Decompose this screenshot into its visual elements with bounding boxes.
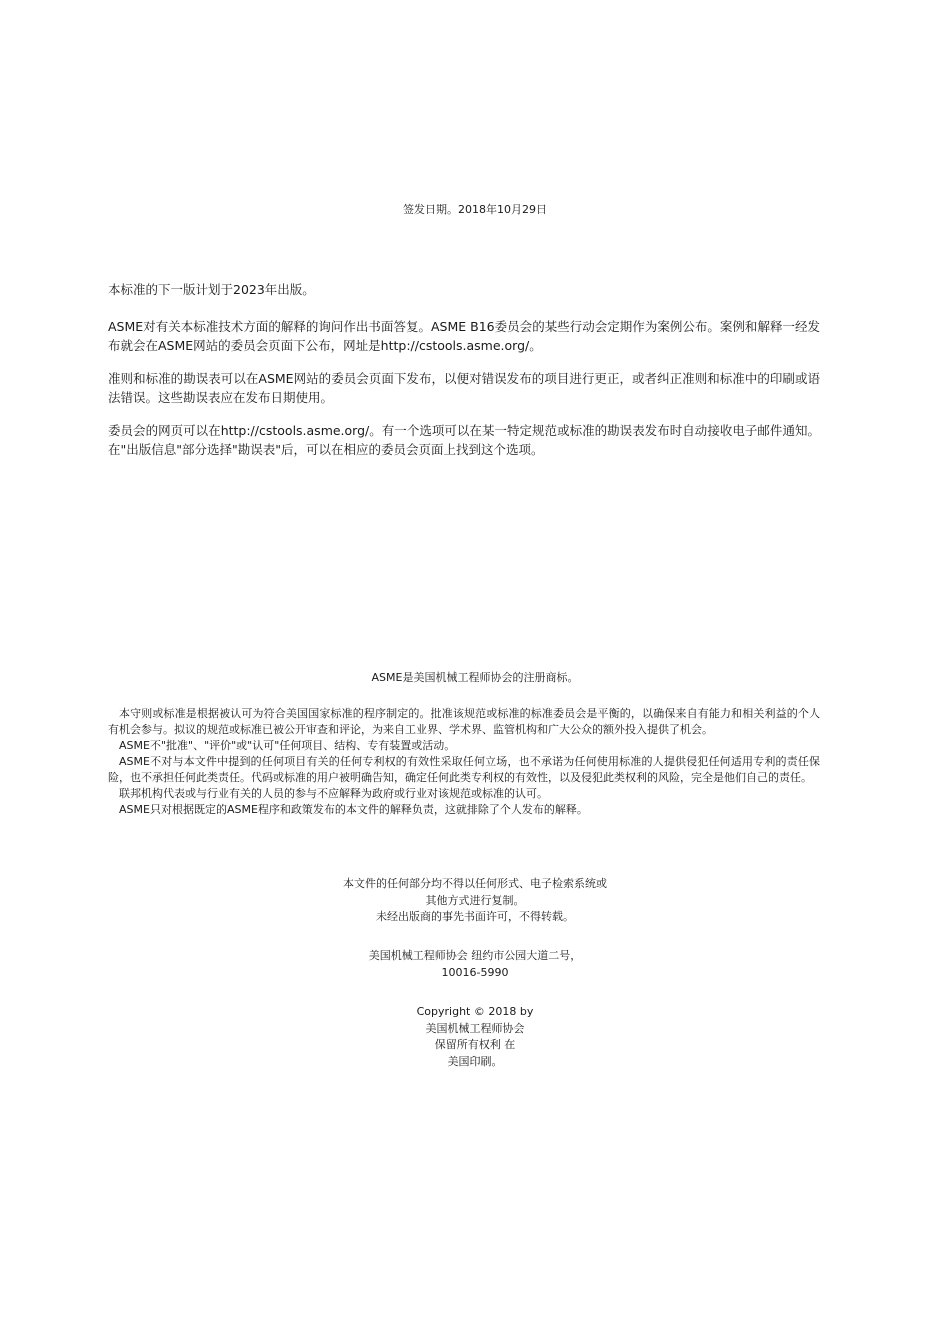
legal-notice-section (108, 706, 820, 818)
publication-info-section (108, 280, 820, 473)
issue-date: 签发日期。2018年10月29日 (403, 203, 547, 216)
interpretations-paragraph: ASME对有关本标准技术方面的解释的询问作出书面答复。ASME B16委员会的某些行动会定期作为案例公布。案例和解释一经发布就会在ASME网站的委员会页面下公布，网址是http://cstools.asme.org/。 (108, 319, 820, 353)
trademark-notice: ASME是美国机械工程师协会的注册商标。 (371, 671, 579, 684)
publisher-address (0, 948, 950, 981)
address-line: 10016-5990 (441, 965, 509, 979)
errata-paragraph: 准则和标准的勘误表可以在ASME网站的委员会页面下发布，以便对错误发布的项目进行更正，或者纠正准则和标准中的印刷或语法错误。这些勘误表应在发布日期使用。 (108, 371, 820, 405)
copyright-line: 美国机械工程师协会 (425, 1021, 525, 1035)
notice-paragraph: ASME只对根据既定的ASME程序和政策发布的本文件的解释负责，这就排除了个人发布的解释。 (119, 803, 588, 816)
reproduction-line: 其他方式进行复制。 (425, 893, 525, 907)
notice-paragraph: ASME不对与本文件中提到的任何项目有关的任何专利权的有效性采取任何立场，也不承诺为任何使用标准的人提供侵犯任何适用专利的责任保险，也不承担任何此类责任。代码或标准的用户被明确告知，确定任何此类专利权的有效性，以及侵犯此类权利的风险，完全是他们自己的责任。 (108, 755, 820, 784)
copyright-line: 美国印刷。 (447, 1054, 503, 1068)
reproduction-line: 未经出版商的事先书面许可，不得转载。 (376, 910, 574, 923)
address-line: 美国机械工程师协会 纽约市公园大道二号， (368, 949, 582, 962)
committee-webpage-paragraph: 委员会的网页可以在http://cstools.asme.org/。有一个选项可以在某一特定规范或标准的勘误表发布时自动接收电子邮件通知。在"出版信息"部分选择"勘误表"后，可以在相应的委员会页面上找到这个选项。 (108, 423, 820, 457)
notice-paragraph: 本守则或标准是根据被认可为符合美国国家标准的程序制定的。批准该规范或标准的标准委员会是平衡的，以确保来自有能力和相关利益的个人有机会参与。拟议的规范或标准已被公开审查和评论，为来自工业界、学术界、监管机构和广大公众的额外投入提供了机会。 (108, 707, 820, 736)
notice-paragraph: ASME不"批准"、"评价"或"认可"任何项目、结构、专有装置或活动。 (119, 739, 456, 752)
next-edition-paragraph: 本标准的下一版计划于2023年出版。 (108, 282, 315, 297)
copyright-line: 保留所有权利 在 (434, 1038, 516, 1051)
copyright-line: Copyright © 2018 by (416, 1005, 534, 1018)
reproduction-line: 本文件的任何部分均不得以任何形式、电子检索系统或 (343, 877, 607, 890)
reproduction-notice (0, 876, 950, 926)
copyright-notice (0, 1004, 950, 1070)
notice-paragraph: 联邦机构代表或与行业有关的人员的参与不应解释为政府或行业对该规范或标准的认可。 (119, 787, 548, 800)
